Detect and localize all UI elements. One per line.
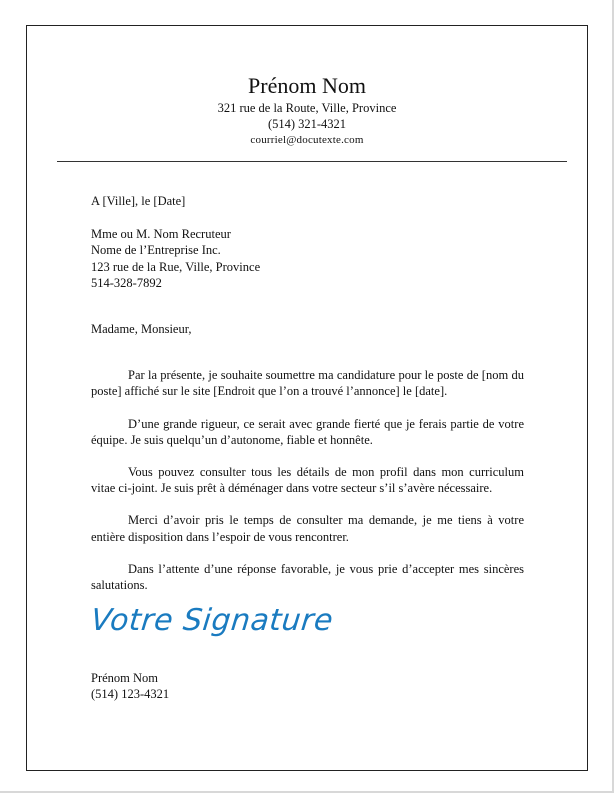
paragraph: Par la présente, je souhaite soumettre ma candidature pour le poste de [nom du poste] affiché sur le site [Endroit que l’on a trouvé l’annonce] le [date].	[91, 368, 524, 399]
salutation: Madame, Monsieur,	[91, 322, 192, 337]
letter-body	[91, 193, 524, 593]
letterhead	[26, 72, 588, 148]
recipient-line: Mme ou M. Nom Recruteur	[91, 227, 231, 242]
closing-name: Prénom Nom	[91, 671, 159, 685]
closing-block	[91, 670, 169, 702]
handwritten-signature: Votre Signature	[89, 603, 335, 638]
sender-name: Prénom Nom	[248, 73, 366, 98]
paragraph: Vous pouvez consulter tous les détails de mon profil dans mon curriculum vitae ci-joint. Je suis prêt à déménager dans votre secteur s’il s’avère nécessaire.	[91, 465, 524, 496]
header-divider	[57, 161, 567, 162]
closing-phone: (514) 123-4321	[91, 687, 170, 701]
paragraph: Dans l’attente d’une réponse favorable, je vous prie d’accepter mes sincères salutations.	[91, 561, 524, 593]
recipient-block	[91, 226, 524, 291]
sender-email: courriel@docutexte.com	[250, 134, 364, 146]
sender-address: 321 rue de la Route, Ville, Province	[217, 101, 397, 115]
sender-phone: (514) 321-4321	[267, 117, 347, 131]
date-line: A [Ville], le [Date]	[91, 194, 186, 208]
recipient-line: Nome de l’Entreprise Inc.	[91, 243, 221, 258]
recipient-line: 123 rue de la Rue, Ville, Province	[91, 259, 261, 274]
recipient-line: 514-328-7892	[91, 275, 162, 290]
paragraph: Merci d’avoir pris le temps de consulter ma demande, je me tiens à votre entière disposition dans l’espoir de vous rencontrer.	[91, 513, 524, 544]
paragraph: D’une grande rigueur, ce serait avec grande fierté que je ferais partie de votre équipe. Je suis quelqu’un d’autonome, fiable et honnête.	[91, 416, 524, 447]
